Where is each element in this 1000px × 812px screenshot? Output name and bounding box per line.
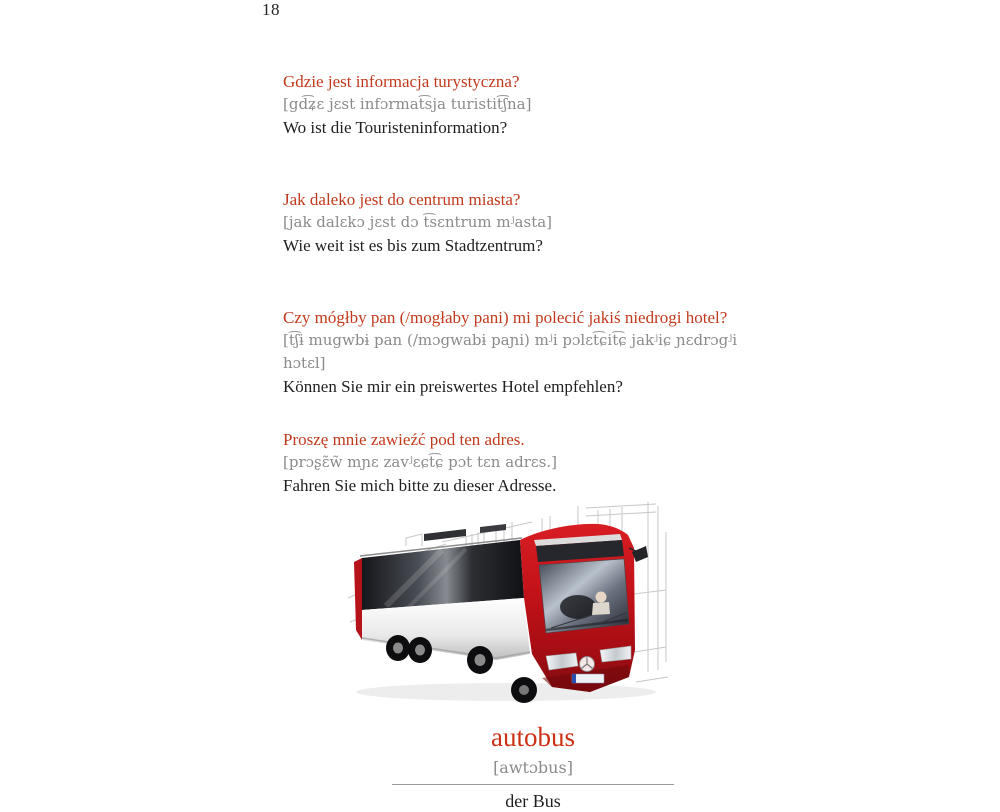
phrase-block	[283, 428, 763, 498]
phonetic-transcription: [prɔʂɛ̃w̃ mɲɛ zavʲɛɕt͡ɕ pɔt tɛn adrɛs.]	[283, 453, 557, 471]
phrase-block	[283, 70, 763, 140]
ground-shadow	[356, 683, 656, 701]
divider-line	[392, 784, 674, 785]
phrase-block	[283, 188, 763, 258]
polish-phrase: Gdzie jest informacja turystyczna?	[283, 72, 520, 91]
license-plate	[572, 674, 604, 683]
polish-phrase: Proszę mnie zawieźć pod ten adres.	[283, 430, 525, 449]
phonetic-transcription: [gd͡ʑɛ jɛst infɔrmat͡sja turistit͡ʃna]	[283, 95, 532, 113]
polish-phrase: Jak daleko jest do centrum miasta?	[283, 190, 521, 209]
polish-phrase: Czy mógłby pan (/mogłaby pani) mi polecić jakiś niedrogi hotel?	[283, 308, 728, 327]
side-mirror	[632, 546, 648, 562]
german-translation: Wo ist die Touristeninformation?	[283, 118, 508, 137]
bus-illustration-svg	[346, 502, 668, 708]
phonetic-transcription: [jak dalɛkɔ jɛst dɔ t͡sɛntrum mʲasta]	[283, 213, 553, 231]
german-translation: Fahren Sie mich bitte zu dieser Adresse.	[283, 476, 557, 495]
german-translation: Können Sie mir ein preiswertes Hotel empfehlen?	[283, 377, 623, 396]
page-number: 18	[262, 0, 280, 19]
bus-illustration	[346, 502, 668, 708]
vocab-phonetic: [awtɔbus]	[493, 758, 573, 777]
vocab-entry	[333, 721, 733, 812]
phrase-block	[283, 306, 783, 399]
vocab-translation: der Bus	[505, 791, 561, 811]
vocab-word: autobus	[491, 722, 575, 752]
german-translation: Wie weit ist es bis zum Stadtzentrum?	[283, 236, 543, 255]
phonetic-transcription: [t͡ʃɨ mugwbɨ pan (/mɔgwabɨ paɲi) mʲi pɔlɛt͡ɕit͡ɕ jakʲiɕ ɲɛdrɔgʲi hɔtɛl]	[283, 331, 737, 372]
bus-rear-cap	[354, 558, 362, 640]
roof-equipment	[424, 529, 466, 541]
driver	[596, 592, 607, 603]
